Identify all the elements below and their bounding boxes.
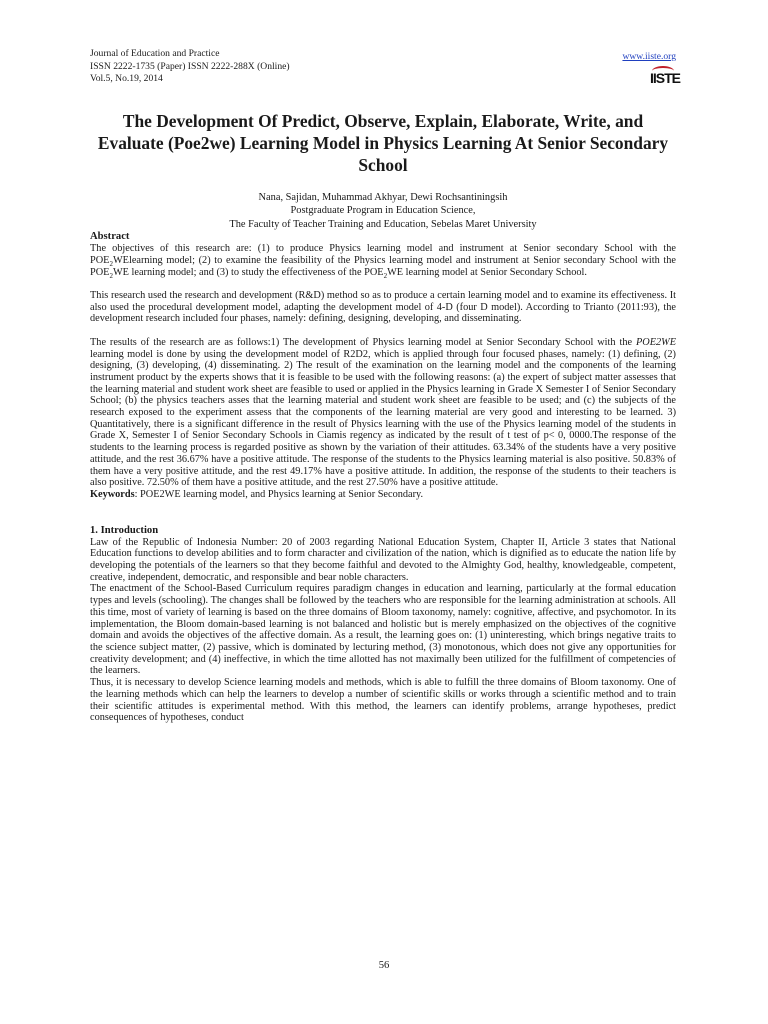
abstract-heading: Abstract <box>90 231 130 243</box>
introduction-heading: 1. Introduction <box>90 524 159 536</box>
paper-title: The Development Of Predict, Observe, Explain, Elaborate, Write, and Evaluate (Poe2we) Learning Model in Physics Learning At Senior Secondary School <box>97 111 669 175</box>
keywords: Keywords: POE2WE learning model, and Physics learning at Senior Secondary. <box>90 488 424 500</box>
author-affiliation-2: The Faculty of Teacher Training and Education, Sebelas Maret University <box>229 218 537 230</box>
journal-header <box>90 48 681 94</box>
abstract-paragraph-1: The objectives of this research are: (1) to produce Physics learning model and instrument at Senior secondary School with the $POE_2WElearning$ model; (2) to examine the feasibility of the Physics learning model and instrument at Senior secondary School with the $POE_2WE$ learning model; and (3) to study the effectiveness of the $POE_2WE$ learning model at Senior Secondary School. <box>90 243 676 280</box>
page-number: 56 <box>378 960 390 971</box>
iiste-logo <box>650 66 681 90</box>
journal-name: Journal of Education and Practice <box>90 48 220 59</box>
author-names: Nana, Sajidan, Muhammad Akhyar, Dewi Rochsantiningsih <box>258 192 508 203</box>
journal-volume: Vol.5, No.19, 2014 <box>90 73 163 85</box>
journal-info <box>90 48 676 86</box>
introduction-paragraph-1: Law of the Republic of Indonesia Number: 20 of 2003 regarding National Education System, Chapter II, Article 3 states that National Education functions to develop abilities and to form character and civilization of the nation, which is dignified as to educate the nation life by developing the potentials of the learners so that they become faithful and devoted to the Almighty God, healthy, knowledgeable, competent, creative, independent, democratic, and responsible and bear noble characters. <box>90 536 676 583</box>
abstract-paragraph-2: This research used the research and development (R&D) method so as to produce a certain learning model and to examine its effectiveness. It also used the procedural development model, adapting the development model of 4-D (four D model). According to Trianto (2011:93), the development research included four phases, namely: defining, designing, developing, and disseminating. <box>90 290 676 325</box>
logo-text: IISTE <box>650 70 681 86</box>
introduction-paragraph-2: The enactment of the School-Based Curriculum requires paradigm changes in education and learning, particularly at the formal education types and levels (schooling). The changes shall be followed by the teachers who are responsible for the learning administration at schools. All this time, most of variety of learning is based on the three domains of Bloom taxonomy, namely: cognitive, affective, and psychomotor. In its implementation, the Bloom domain-based learning is not balanced and holistic but is merely emphasized on the objectives of the cognitive domain and avoids the objectives of the affective domain. As a result, the learning goes on: (1) uninteresting, which brings negative traits to the science subject matter, (2) passive, which is dominated by lecturing method, (3) monotonous, which does not give any opportunities for creativity development; and (4) ineffective, in which the time allotted has not maximally been utilized for the fulfillment of competencies of the learners. <box>90 583 676 677</box>
abstract-paragraph-3: The results of the research are as follows:1) The development of Physics learning model at Senior Secondary School with the POE2WE learning model is done by using the development model of R2D2, which is applied through four focused phases, namely: (1) defining, (2) designing, (3) developing, (4) disseminating. 2) The result of the examination on the learning model and the components of the learning instrument product by the experts shows that it is feasible to be used with the following reasons: (a) the expert of subject matter assesses that the learning material and student work sheet are feasible to used or applied in the Physics learning in Grade X Semester I of Senior Secondary School; (b) the physics teachers asses that the learning material and student work sheet are feasible to be used; and (c) the subjects of the research exposed to the experiment assess that the components of the learning material are very good and interesting to be learned. 3) Quantitatively, there is a significant difference in the result of Physics learning with the use of the Physics learning model of the students in Grade X, Semester I of Senior Secondary Schools in Ciamis regency as indicated by the result of t test of p< 0, 0000.The response of the students to the learning process is regarded positive as shown by the variation of their attitudes. 63.34% of the students have a very positive attitude, and the rest 36.67% have a positive attitude. The response of the students to the Physics learning material is also positive. 50.83% of them have a very positive attitude, and the rest 49.17% have a positive attitude. In addition, the response of the students to their teachers is also positive. 72.50% of them have a positive attitude, and the rest 27.50% have a positive attitude. <box>90 336 676 489</box>
author-affiliation-1: Postgraduate Program in Education Science, <box>290 205 476 217</box>
keywords-label: Keywords <box>90 488 135 500</box>
journal-issn: ISSN 2222-1735 (Paper) ISSN 2222-288X (Online) <box>90 60 290 72</box>
author-block <box>90 191 676 231</box>
paper-page <box>90 48 681 724</box>
journal-url-link[interactable]: www.iiste.org <box>622 51 676 62</box>
introduction-paragraph-3: Thus, it is necessary to develop Science learning models and methods, which is able to fulfill the three domains of Bloom taxonomy. One of the learning methods which can help the learners to develop a number of scientific skills or works through a scientific method and to train their scientific attitudes is experimental method. With this method, the learners can identify problems, arrange hypotheses, predict consequences of hypotheses, conduct <box>90 677 676 724</box>
